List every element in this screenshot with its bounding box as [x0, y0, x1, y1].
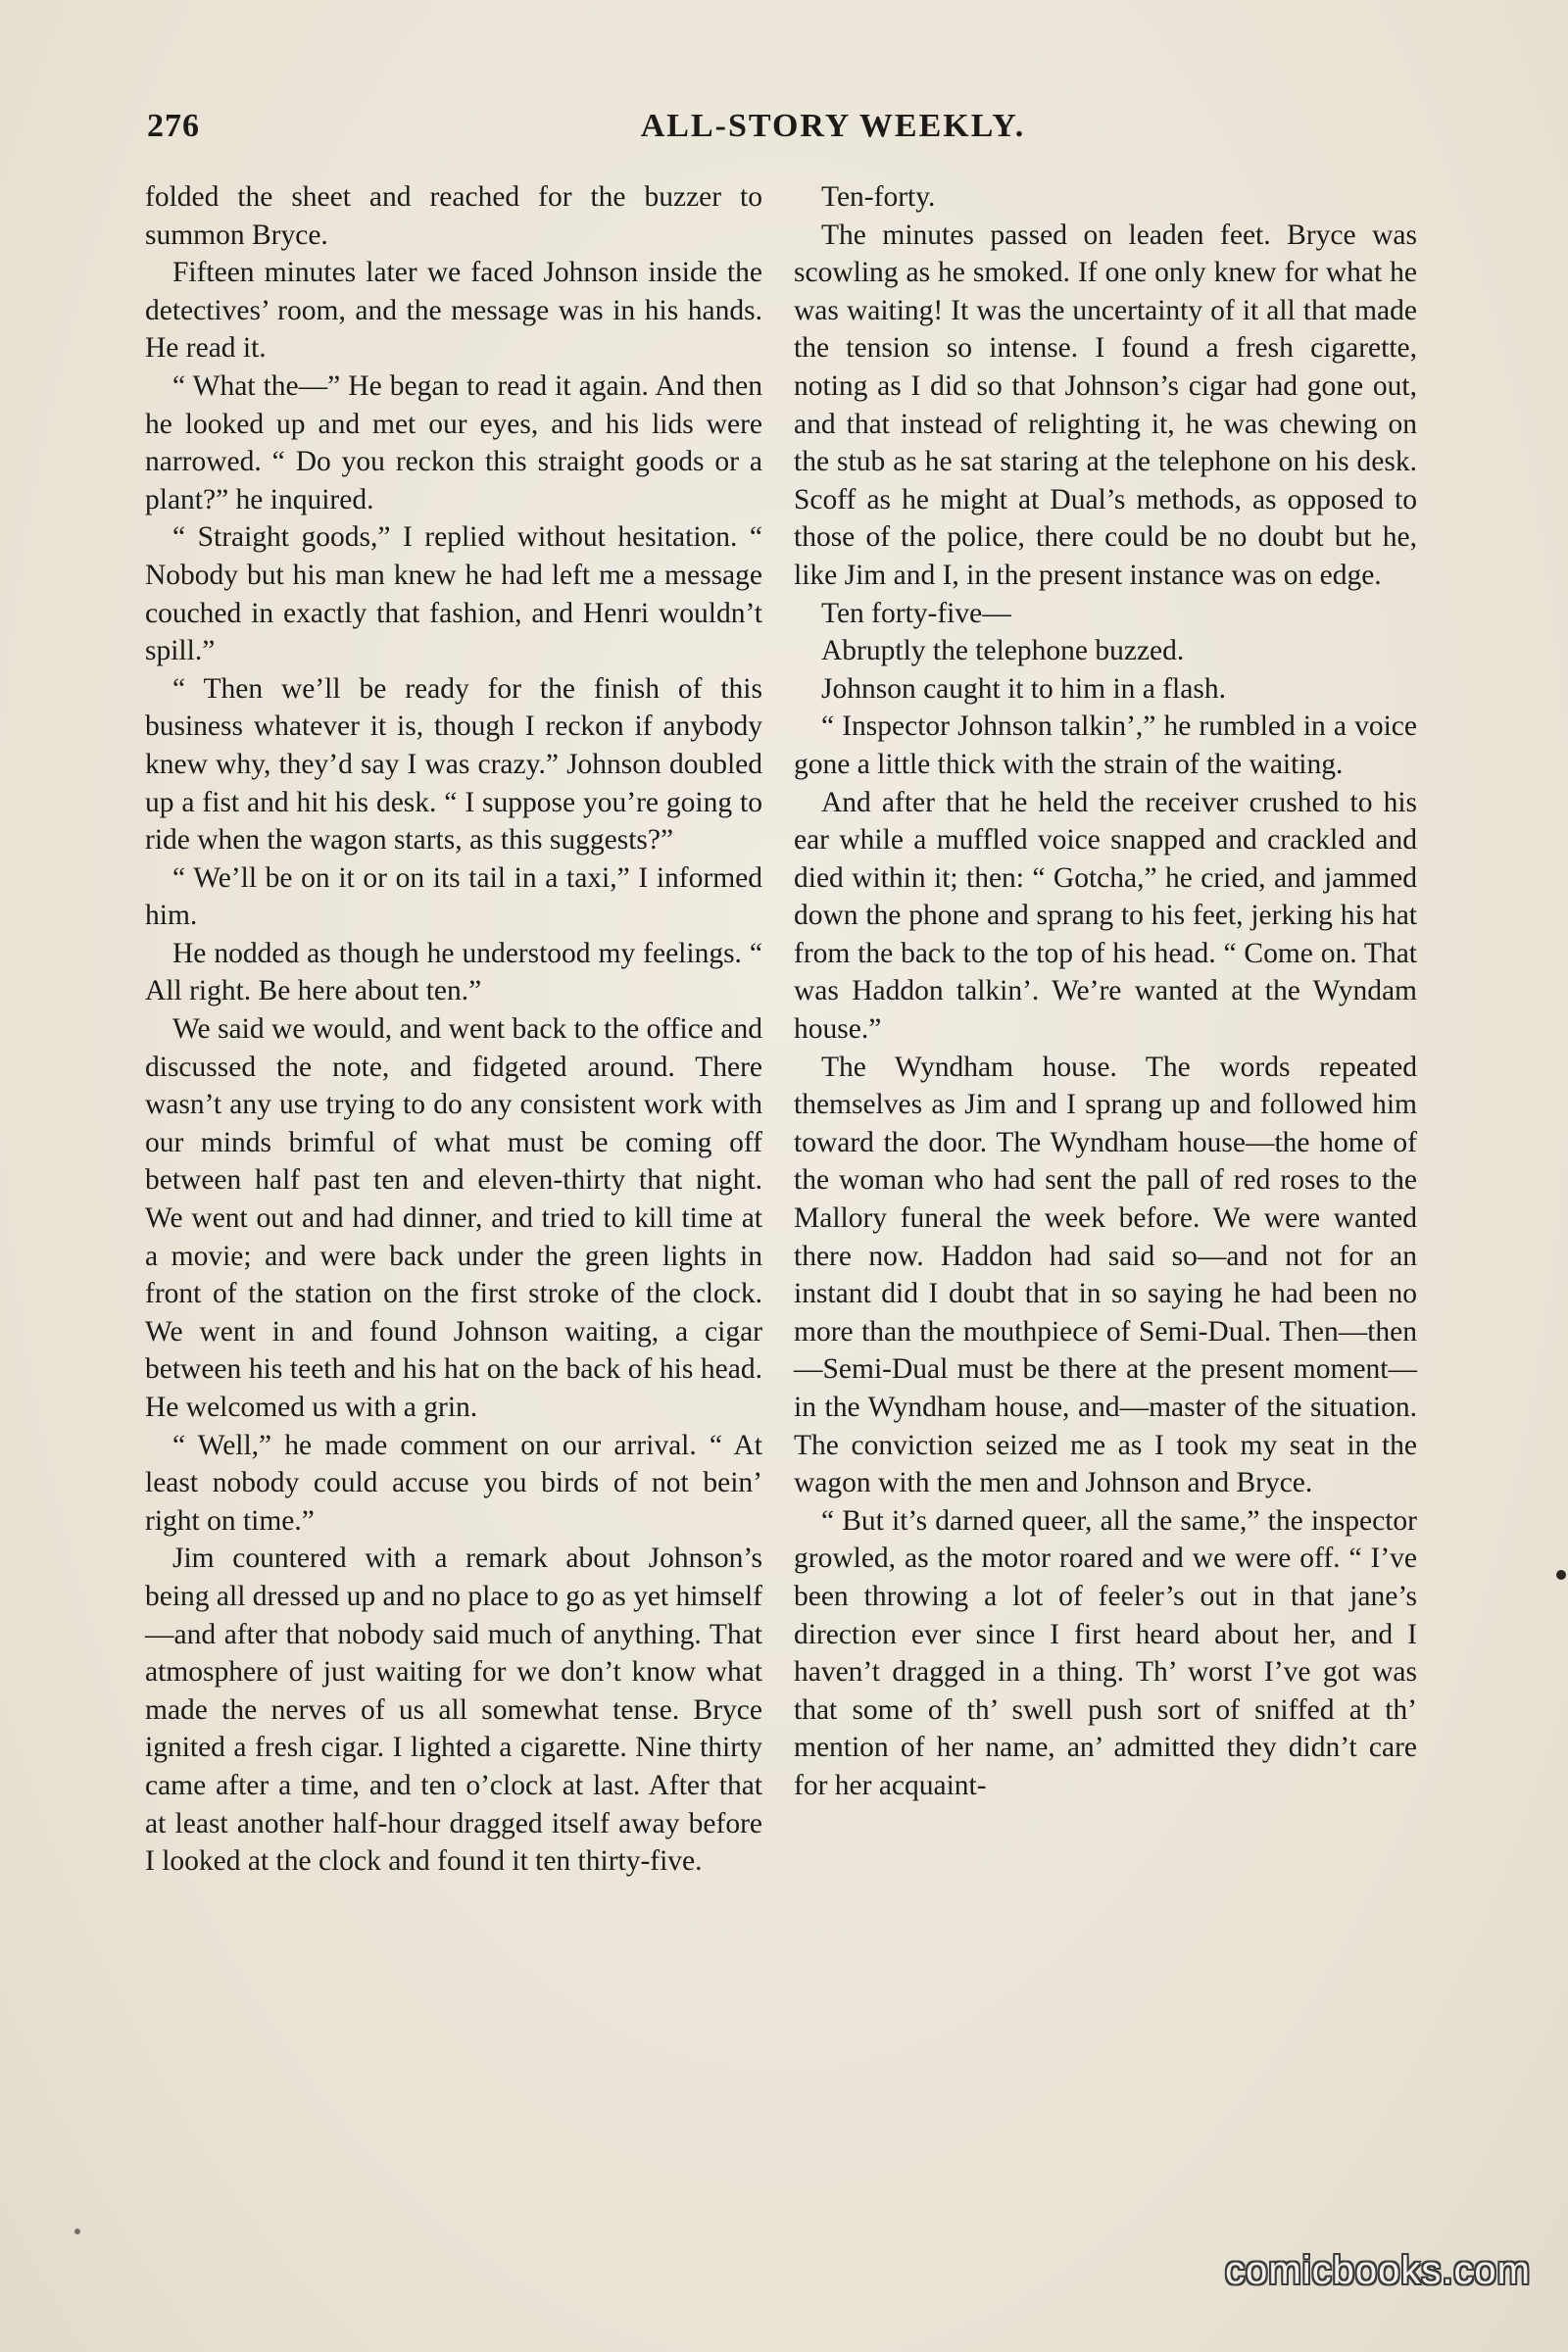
page-number: 276 [147, 108, 200, 144]
paragraph: Abruptly the telephone buzzed. [821, 635, 1185, 667]
paragraph: “ Well,” he made comment on our arrival. “ At least nobody could accuse you birds of not bein’ right on time.” [145, 1429, 762, 1537]
left-column [145, 178, 762, 2197]
running-head: ALL-STORY WEEKLY. [640, 108, 1026, 144]
paragraph: “ What the—” He began to read it again. And then he looked up and met our eyes, and his lids were narrowed. “ Do you reckon this straight goods or a plant?” he inquired. [145, 369, 762, 515]
paragraph: Jim countered with a remark about Johnson’s being all dressed up and no place to go as yet himself—and after that nobody said much of anything. That atmosphere of just waiting for we don’t know what made the nerves of us all somewhat tense. Bryce ignited a fresh cigar. I lighted a cigarette. Nine thirty came after a time, and ten o’clock at last. After that at least another half-hour dragged itself away before I looked at the clock and found it ten thirty-five. [145, 1543, 762, 1878]
paragraph: The Wyndham house. The words repeated themselves as Jim and I sprang up and followed him toward the door. The Wyndham house—the home of the woman who had sent the pall of red roses to the Mallory funeral the week before. We were wanted there now. Haddon had said so—and not for an instant did I doubt that in so saying he had been no more than the mouthpiece of Semi-Dual. Then—then—Semi-Dual must be there at the present moment—in the Wyndham house, and—master of the situation. The conviction seized me as I took my seat in the wagon with the men and Johnson and Bryce. [794, 1051, 1417, 1499]
paragraph: Johnson caught it to him in a flash. [821, 672, 1226, 705]
paragraph: “ But it’s darned queer, all the same,” the inspector growled, as the motor roared and we were off. “ I’ve been throwing a lot of feeler’s out in that jane’s direction ever since I first heard about her, and I haven’t dragged in a thing. Th’ worst I’ve got was that some of th’ swell push sort of sniffed at th’ mention of her name, an’ admitted they didn’t care for her acquaint- [794, 1504, 1417, 1801]
page-header [147, 108, 1421, 157]
paragraph: The minutes passed on leaden feet. Bryce was scowling as he smoked. If one only knew for what he was waiting! It was the uncertainty of it all that made the tension so intense. I found a fresh cigarette, noting as I did so that Johnson’s cigar had gone out, and that instead of relighting it, he was chewing on the stub as he sat staring at the telephone on his desk. Scoff as he might at Dual’s methods, as opposed to those of the police, there could be no doubt but he, like Jim and I, in the present instance was on edge. [794, 219, 1417, 591]
paragraph: And after that he held the receiver crushed to his ear while a muffled voice snapped and crackled and died within it; then: “ Gotcha,” he cried, and jammed down the phone and sprang to his feet, jerking his hat from the back to the top of his head. “ Come on. That was Haddon talkin’. We’re wanted at the Wyndam house.” [794, 786, 1417, 1046]
paragraph: “ Straight goods,” I replied without hesitation. “ Nobody but his man knew he had left me a message couched in exactly that fashion, and Henri wouldn’t spill.” [145, 521, 762, 667]
paragraph: Ten forty-five— [821, 597, 1011, 629]
paragraph: Ten-forty. [821, 181, 936, 213]
paragraph: “ Inspector Johnson talkin’,” he rumbled in a voice gone a little thick with the strain of the waiting. [794, 710, 1417, 780]
paragraph: Fifteen minutes later we faced Johnson inside the detectives’ room, and the message was in his hands. He read it. [145, 257, 762, 365]
watermark-logo: comicbooks.com [1225, 2249, 1531, 2292]
print-speck [74, 2229, 80, 2234]
paragraph: folded the sheet and reached for the buzzer to summon Bryce. [145, 181, 762, 251]
paragraph: We said we would, and went back to the office and discussed the note, and fidgeted around. There wasn’t any use trying to do any consistent work with our minds brimful of what must be coming off between half past ten and eleven-thirty that night. We went out and had dinner, and tried to kill time at a movie; and were back under the green lights in front of the station on the first stroke of the clock. We went in and found Johnson waiting, a cigar between his teeth and his hat on the back of his head. He welcomed us with a grin. [145, 1013, 762, 1423]
paragraph: “ Then we’ll be ready for the finish of this business whatever it is, though I reckon if anybody knew why, they’d say I was crazy.” Johnson doubled up a fist and hit his desk. “ I suppose you’re going to ride when the wagon starts, as this suggests?” [145, 672, 762, 857]
paragraph: “ We’ll be on it or on its tail in a taxi,” I informed him. [145, 861, 762, 932]
right-column [794, 178, 1417, 2197]
print-speck [1556, 1570, 1566, 1580]
paragraph: He nodded as though he understood my feelings. “ All right. Be here about ten.” [145, 937, 762, 1007]
